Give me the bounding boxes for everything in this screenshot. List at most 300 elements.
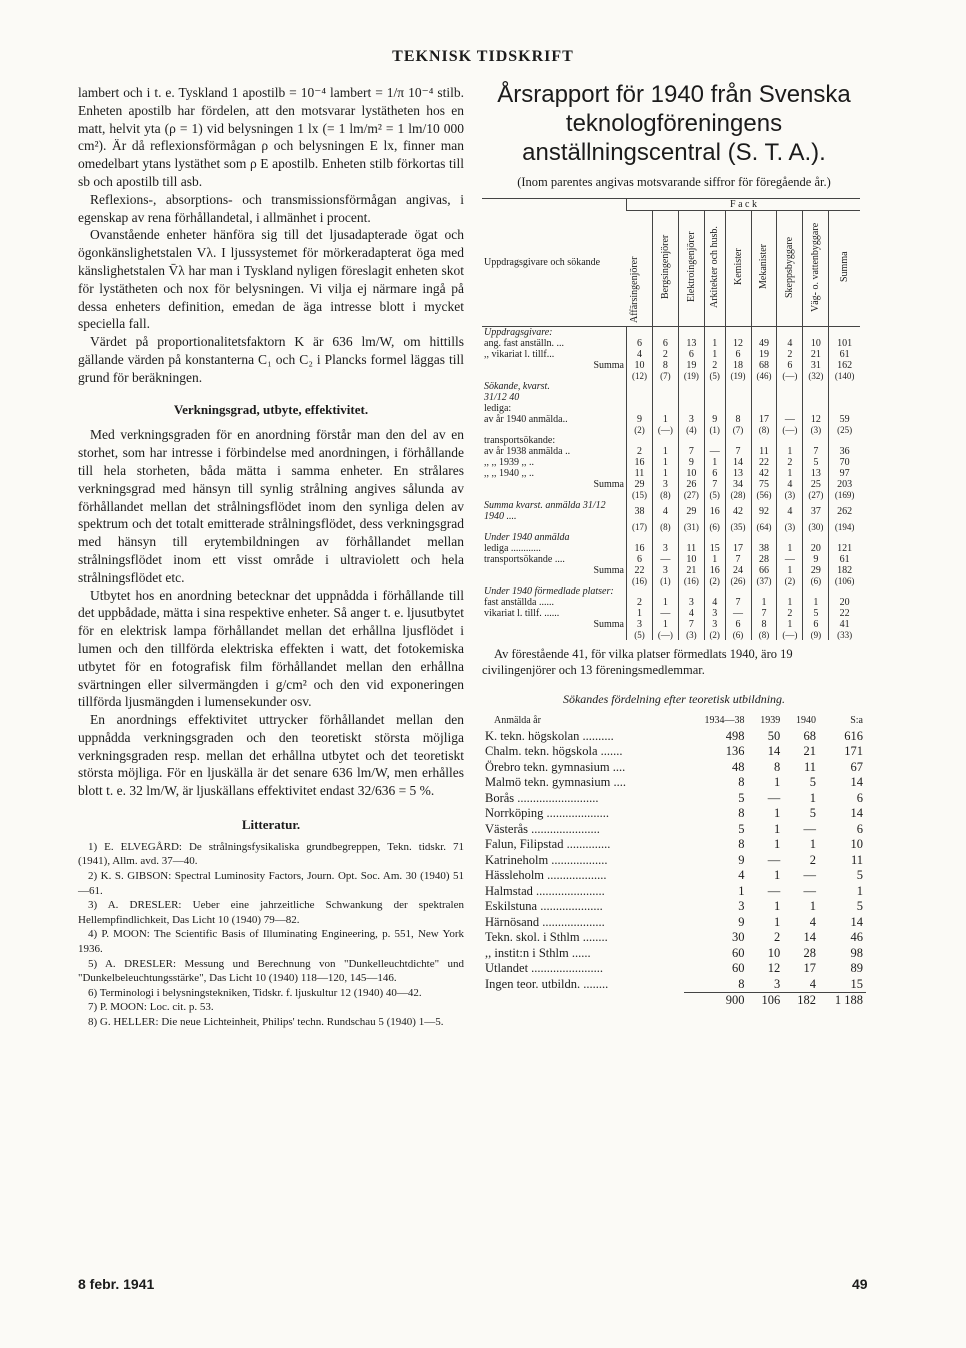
table-cell: (7) [725,425,751,435]
table-row [482,327,860,339]
row-label: Summa kvarst. anmälda 31/12 1940 .... [484,500,606,522]
table-cell: 9 [803,554,829,565]
table-cell: — [725,608,751,619]
table-cell [803,381,829,392]
table-cell: 13 [725,468,751,479]
table-cell: 24 [725,565,751,576]
table-cell [777,586,803,597]
table-cell: 2 [777,349,803,360]
column-header-label: Summa [839,251,851,283]
table-cell: — [704,446,725,457]
distribution-value: 3 [738,899,745,913]
table-cell: (—) [777,630,803,640]
row-label: transportsökande: [484,435,556,446]
row-label: Under 1940 anmälda [484,532,570,543]
table-cell: 1 [704,349,725,360]
table-cell: 1 [704,338,725,349]
distribution-value: 4 [738,868,745,882]
distribution-value: 1 [774,899,781,913]
table-cell [627,381,653,392]
distribution-value: 6 [856,821,863,836]
distribution-row [482,822,866,838]
paragraph: lambert och i t. e. Tyskland 1 apostilb = 10⁻⁴ lambert = 1/π 10⁻⁴ stilb. Enheten apostilb har fördelen, att den motsvarar lystätheten hos en matt, helvit yta (ρ = 1) vid belysningen 1 lx (= 1 lm/m² = 1 lm/10 000 cm²). Är då reflexionsförmågan ρ och belysningen E lx, finner man omedelbart ytans lystäthet som ρ E apostilb. Enheten stilb förkortas till sb och apostilb till asb. [78,85,464,189]
distribution-value: 1 [774,868,781,882]
table-cell [803,532,829,543]
distribution-label: Tekn. skol. i Sthlm ........ [485,930,608,944]
table-cell [678,532,704,543]
table-row [482,446,860,457]
distribution-label: Norrköping .................... [485,806,609,820]
table-cell [725,435,751,446]
table-cell [652,532,678,543]
table-cell: 182 [829,565,860,576]
footer-date: 8 febr. 1941 [78,1276,155,1292]
table-cell: 7 [803,446,829,457]
distribution-total-cell: 1 188 [819,993,866,1009]
paragraph: Reflexions-, absorptions- och transmissionsförmågan angivas, i egenskap av rena förhållandetal, i allmänhet i procent. [78,191,464,225]
table-cell [627,327,653,339]
table-cell: (8) [751,630,777,640]
table-cell: (8) [652,522,678,532]
table-cell: 4 [777,338,803,349]
column-header [777,211,803,327]
row-label: transportsökande .... [484,554,565,565]
table-cell: (35) [725,522,751,532]
table-cell: (32) [803,371,829,381]
distribution-value: 17 [803,961,817,975]
distribution-total-cell: 900 [684,993,747,1009]
table-cell: (5) [704,371,725,381]
distribution-value: 50 [767,728,781,743]
table-cell: 18 [725,360,751,371]
table-cell: 2 [777,608,803,619]
right-column [482,80,866,1009]
table-cell [751,532,777,543]
row-label: Summa [593,565,624,576]
table-cell: 8 [725,414,751,425]
statistics-table [482,198,860,640]
table-cell: 16 [627,457,653,468]
row-label: fast anställda ...... [484,597,554,608]
table-cell: (33) [829,630,860,640]
table-row [482,414,860,425]
row-label: 31/12 40 [484,392,520,403]
table-cell: (—) [652,425,678,435]
table-cell: 1 [704,554,725,565]
table-cell: 15 [704,543,725,554]
column-header [652,211,678,327]
distribution-value: — [767,790,781,805]
table-cell [725,403,751,414]
distribution-value: 10 [850,837,863,851]
row-label [482,576,627,586]
table-cell: 1 [777,446,803,457]
table-cell [829,381,860,392]
table-cell: — [652,608,678,619]
column-header [704,211,725,327]
column-header-label: Kemister [732,248,744,286]
table-cell: 8 [652,360,678,371]
distribution-value: — [767,883,781,898]
table-cell: 2 [627,597,653,608]
table-cell [777,435,803,446]
distribution-value: 136 [725,744,745,758]
table-cell [803,392,829,403]
table-cell [627,435,653,446]
row-label: ,, vikariat l. tillf... [484,349,555,360]
table-cell [725,532,751,543]
table-cell: 9 [704,414,725,425]
table-cell: 162 [829,360,860,371]
table-cell: 1 [751,597,777,608]
distribution-value: 1 [774,821,781,836]
column-header [829,211,860,327]
table-cell [627,586,653,597]
table-cell: 7 [704,479,725,490]
table-cell: (2) [704,630,725,640]
table-cell [704,435,725,446]
table-cell [678,327,704,339]
table-cell: 14 [725,457,751,468]
table-cell: 1 [777,565,803,576]
table-cell: 7 [725,554,751,565]
distribution-value: 1 [774,775,781,789]
table-cell: (31) [678,522,704,532]
table-cell: 4 [652,500,678,522]
distribution-value: 14 [803,930,817,944]
row-label: vikariat l. tillf. ...... [484,608,560,619]
table-cell: 6 [704,468,725,479]
distribution-row [482,930,866,946]
table-cell: (8) [751,425,777,435]
distribution-label: Örebro tekn. gymnasium .... [485,759,626,774]
distribution-value: 89 [850,961,863,975]
row-label: lediga ............ [484,543,541,554]
table-cell: 59 [829,414,860,425]
table-row [482,619,860,630]
distribution-value: — [803,821,817,836]
table-cell [829,327,860,339]
table-cell: 7 [678,619,704,630]
row-label: Under 1940 förmedlade platser: [484,586,614,597]
table-row [482,435,860,446]
table-cell: 7 [751,608,777,619]
distribution-value: 1 [774,806,781,820]
distribution-value: 2 [774,930,781,944]
distribution-value: 4 [809,914,817,929]
row-label: ,, ,, 1939 ,, .. [484,457,534,468]
table-row [482,381,860,392]
table-cell [652,392,678,403]
table-cell: 1 [777,619,803,630]
table-row [482,597,860,608]
table-cell: 19 [751,349,777,360]
table-cell [678,381,704,392]
left-column [78,84,464,1030]
distribution-value: — [803,883,817,898]
distribution-row [482,977,866,993]
table-cell: (30) [803,522,829,532]
table-cell: (25) [829,425,860,435]
table-cell: 20 [803,543,829,554]
table-cell: 3 [678,597,704,608]
report-title: Årsrapport för 1940 från Svenska teknologföreningens anställningscentral (S. T. A.). [497,81,851,166]
table-cell [725,327,751,339]
distribution-value: 5 [856,868,863,882]
distribution-value: 171 [844,744,863,758]
distribution-value: 6 [856,790,863,805]
table-cell: 6 [678,349,704,360]
distribution-label: Katrineholm .................. [485,852,608,867]
literature-heading: Litteratur. [241,817,301,833]
paragraph: Värdet på proportionalitetsfaktorn K är 636 lm/W, om hittills gällande värden på konstanterna C₁ och C₂ i Plancks formel läggas till grund för beräkningen. [78,334,464,385]
table-cell: (28) [725,490,751,500]
distribution-row [482,915,866,931]
table-cell: 6 [725,619,751,630]
table-cell: (6) [725,630,751,640]
distribution-row [482,760,866,776]
column-header-label: Väg- o. vattenbyggare [810,222,822,312]
distribution-value: 60 [731,961,745,975]
table-cell: (4) [678,425,704,435]
distribution-value: 11 [850,852,863,867]
table-cell: 8 [751,619,777,630]
table-row [482,576,860,586]
table-cell: (2) [777,576,803,586]
table-cell: 66 [751,565,777,576]
distribution-header-cell: 1934—38 [704,715,745,726]
distribution-total-row [482,993,866,1009]
table-cell: 3 [652,543,678,554]
distribution-label: Halmstad ...................... [485,883,605,898]
table-cell: (64) [751,522,777,532]
table-cell: 4 [777,479,803,490]
paragraph: En anordnings effektivitet uttrycker förhållandet mellan den uppnådda verkningsgraden och den teoretiskt största möjliga verkningsgraden resp. mellan det erhållna utbytet och det teoretiskt största möjliga. För en ljuskälla är det senare 636 lm/W, men erhålles blott t. e. 32 lm/W, är ljuskällans effektivitet endast 32/636 = 5 %. [78,712,464,799]
table-cell [704,381,725,392]
table-cell [777,327,803,339]
table-row [482,392,860,403]
row-label [482,371,627,381]
table-cell [652,403,678,414]
distribution-row [482,806,866,822]
table-cell [725,586,751,597]
table-cell [751,327,777,339]
row-label [482,425,627,435]
table-cell [777,403,803,414]
corner-text: Uppdragsgivare och sökande [484,257,601,268]
table-row [482,630,860,640]
table-cell: 10 [803,338,829,349]
column-header-label: Skeppsbyggare [784,236,796,298]
table-cell: (2) [627,425,653,435]
table-cell: 21 [678,565,704,576]
table-cell: 3 [627,619,653,630]
table-header-row [482,199,860,211]
row-label: ,, ,, 1940 ,, .. [484,468,534,479]
distribution-value: 48 [731,759,745,774]
distribution-value: 21 [803,744,817,758]
row-label: Summa [593,360,624,371]
distribution-row [482,837,866,853]
table-cell: (3) [777,522,803,532]
table-cell: 2 [627,446,653,457]
table-cell: 97 [829,468,860,479]
column-header-label: Bergsingenjörer [659,234,671,300]
distribution-row [482,744,866,760]
table-cell: 11 [751,446,777,457]
distribution-value: 8 [738,806,745,820]
table-cell [751,392,777,403]
reference-item: 3) A. DRESLER: Ueber eine jahrzeitliche Schwankung der spektralen Hellempfindlichkeit, Das Licht 10 (1940) 79—82. [78,899,464,926]
distribution-label: Chalm. tekn. högskola ....... [485,744,623,758]
table-cell: (3) [803,425,829,435]
table-cell [803,403,829,414]
table-row [482,543,860,554]
row-label: Summa [593,619,624,630]
report-note: (Inom parentes angivas motsvarande siffror för föregående år.) [517,175,831,189]
table-cell: 3 [652,479,678,490]
table-row [482,554,860,565]
table-cell [652,435,678,446]
table-cell: (5) [627,630,653,640]
distribution-value: 2 [809,852,817,867]
table-cell: 6 [777,360,803,371]
distribution-title: Sökandes fördelning efter teoretisk utbildning. [562,692,786,706]
row-label [482,522,627,532]
table-cell: 6 [803,619,829,630]
distribution-value: 3 [774,976,781,991]
table-cell: 42 [725,500,751,522]
distribution-label: Hässleholm ................... [485,868,607,882]
distribution-label: Borås .......................... [485,790,599,805]
table-row [482,371,860,381]
table-cell: 1 [652,446,678,457]
table-cell: (9) [803,630,829,640]
table-cell [704,403,725,414]
table-cell: 10 [678,468,704,479]
table-cell [652,327,678,339]
table-cell: 262 [829,500,860,522]
fack-header: F a c k [627,199,861,211]
table-cell: (7) [652,371,678,381]
distribution-value: 8 [738,775,745,789]
distribution-value: 1 [809,837,817,851]
distribution-value: 10 [767,945,781,960]
table-row [482,468,860,479]
table-cell: 2 [777,457,803,468]
table-cell: 7 [678,446,704,457]
table-cell: (26) [725,576,751,586]
distribution-row [482,946,866,962]
table-cell: 1 [652,468,678,479]
table-cell: 7 [725,597,751,608]
table-row [482,522,860,532]
row-label: lediga: [484,403,512,414]
table-cell: 4 [777,500,803,522]
table-row [482,338,860,349]
table-cell: 9 [627,414,653,425]
table-cell: 12 [803,414,829,425]
section-heading: Verkningsgrad, utbyte, effektivitet. [173,401,369,417]
column-header [627,211,653,327]
table-cell: 92 [751,500,777,522]
table-cell: 61 [829,349,860,360]
table-cell: 3 [704,619,725,630]
summary-paragraph: Av förestående 41, för vilka platser förmedlats 1940, äro 19 civilingenjörer och 13 föreningsmedlemmar. [482,647,793,677]
distribution-row [482,729,866,745]
table-cell: 16 [704,500,725,522]
table-cell: 4 [704,597,725,608]
paragraph: Med verkningsgraden för en anordning förstår man den del av en storhet, som har intresse i förbindelse med anordningen, i förhållande till hela storheten, båda mätta i samma enheter. En strålares verkningsgrad med hänsyn till synlig strålning angives sålunda av förhållandet mellan det strålningsflödet inom den synliga delen av spektrum och det totalt emitterade strålningsflödet, dess verkningsgrad med hänsyn till erytembildningen av förhållandet mellan strålningsflödet inom ett visst område i ultraviolett och hela strålningsflödet etc. [78,427,464,585]
table-cell: 68 [751,360,777,371]
table-cell: 1 [652,597,678,608]
page-number: 49 [852,1276,868,1292]
column-header-label: Affärsingenjörer [628,256,640,323]
table-cell: 1 [652,619,678,630]
distribution-header-cell: Anmälda år [494,715,541,726]
distribution-value: 14 [850,914,863,929]
table-row [482,349,860,360]
distribution-value: 5 [738,821,745,836]
table-cell [751,435,777,446]
table-cell: 1 [627,608,653,619]
column-header [751,211,777,327]
table-cell: 1 [704,457,725,468]
table-row [482,608,860,619]
table-cell: 1 [777,597,803,608]
distribution-value: 1 [774,914,781,929]
table-cell: 10 [627,360,653,371]
table-row [482,565,860,576]
table-cell [829,586,860,597]
table-cell: 203 [829,479,860,490]
table-cell [652,586,678,597]
distribution-value: 14 [850,806,863,820]
table-cell [704,327,725,339]
row-label: ang. fast anställn. ... [484,338,564,349]
table-cell: — [777,414,803,425]
distribution-value: 4 [809,976,817,991]
table-cell: (15) [627,490,653,500]
table-cell: 10 [678,554,704,565]
table-cell: (27) [803,490,829,500]
table-cell: (—) [777,371,803,381]
table-cell: 70 [829,457,860,468]
table-cell: 121 [829,543,860,554]
reference-item: 2) K. S. GIBSON: Spectral Luminosity Factors, Journ. Opt. Soc. Am. 30 (1940) 51—61. [78,870,464,897]
table-cell: 42 [751,468,777,479]
table-cell: 22 [751,457,777,468]
row-label: av år 1938 anmälda .. [484,446,571,457]
table-row [482,360,860,371]
table-cell: (17) [627,522,653,532]
table-cell: 6 [627,554,653,565]
table-cell: (16) [678,576,704,586]
table-cell: (1) [704,425,725,435]
table-cell [627,532,653,543]
table-cell: 38 [751,543,777,554]
distribution-value: 30 [731,930,745,944]
distribution-row [482,884,866,900]
table-cell: 19 [678,360,704,371]
paragraph: Utbytet hos en anordning betecknar det uppnådda i förhållande till det uppbådade, mätta i sina respektive enheter. Så anger t. e. ljusutbytet för en elektrisk lampa förhållandet mellan det erhållna ljusflödet i lumen och den tillförda elektriska effekten i watt, det fotokemiska utbytet för en fotografisk film förhållandet mellan den erhållna svärtningen eller silvermängden i g/cm² och den vid exponeringen tillförda ljusmängden i lumensekunder osv. [78,587,464,710]
table-cell: 22 [627,565,653,576]
table-cell [777,381,803,392]
distribution-value: 1 [809,899,817,913]
row-label [482,490,627,500]
table-cell [751,586,777,597]
distribution-value: 14 [850,775,863,789]
